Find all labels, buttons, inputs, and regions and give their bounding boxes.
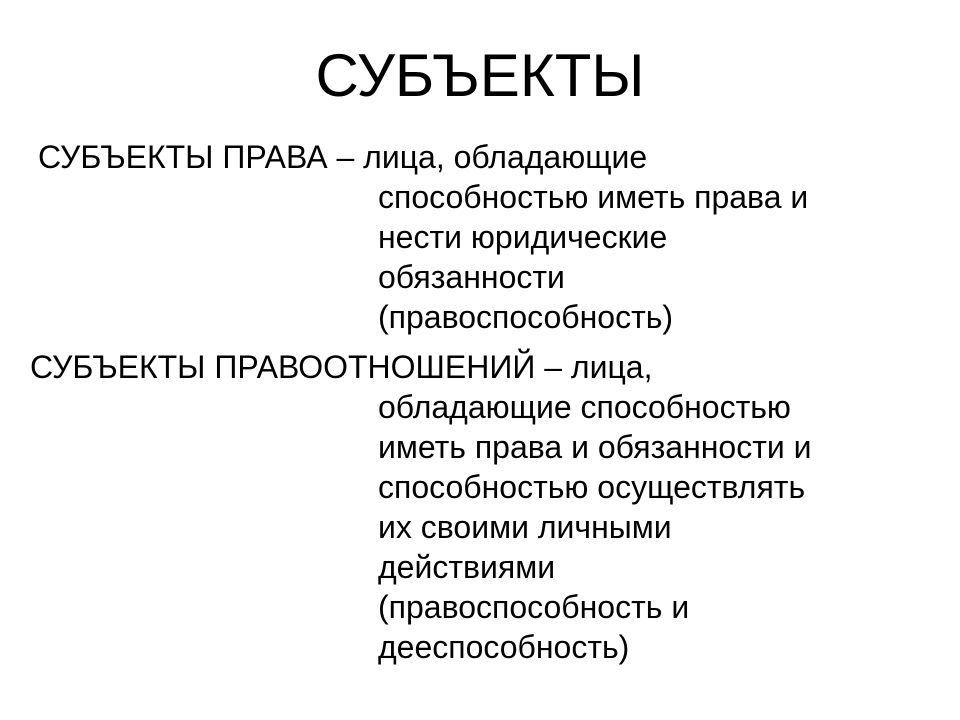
definition-line: (правоспособность и xyxy=(378,589,690,625)
definition-line: дееспособность) xyxy=(378,629,630,665)
definition-line: обладающие способностью xyxy=(378,389,791,425)
definition-line: обязанности xyxy=(378,259,565,295)
definition-line: СУБЪЕКТЫ ПРАВООТНОШЕНИЙ – лица, xyxy=(30,349,653,385)
definition-line: иметь права и обязанности и xyxy=(378,429,812,465)
definition-line: действиями xyxy=(378,549,556,585)
definition-line: нести юридические xyxy=(378,219,668,255)
definition-line: (правоспособность) xyxy=(378,299,674,335)
definition-line: их своими личными xyxy=(378,509,672,545)
definition-subjects-of-legal-relations xyxy=(30,347,812,667)
definition-line: СУБЪЕКТЫ ПРАВА – лица, обладающие xyxy=(38,139,648,175)
definition-line: способностью иметь права и xyxy=(378,179,809,215)
definition-subjects-of-law xyxy=(38,137,808,337)
definition-line: способностью осуществлять xyxy=(378,469,806,505)
slide-title: СУБЪЕКТЫ xyxy=(315,42,645,109)
